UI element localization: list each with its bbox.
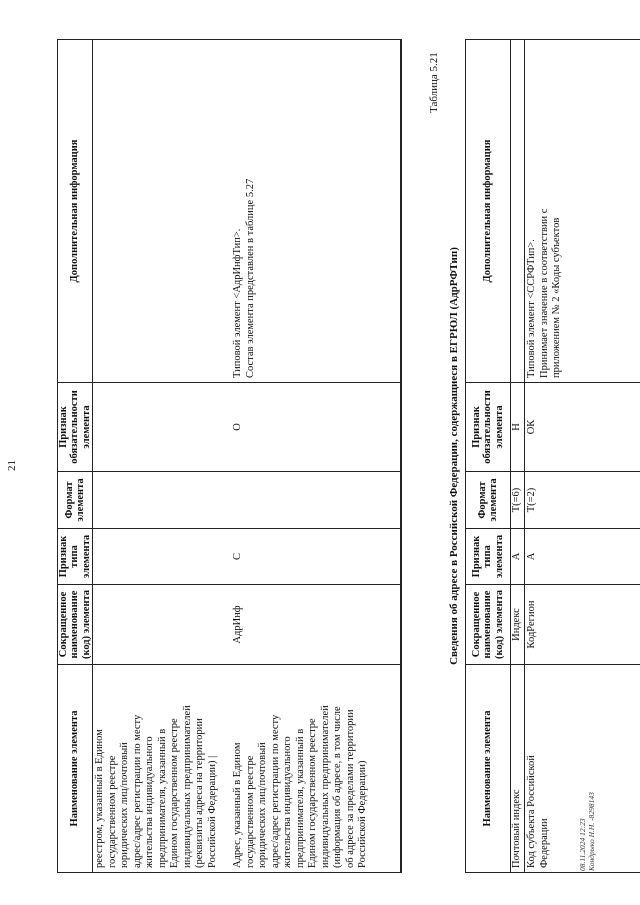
t1-header-name: Наименование элемента	[69, 710, 81, 827]
t1-row1-name: реестром, указанный в Едином государственном реестре юридических лиц/почтовый адрес/адрес регистрации по месту жительства индивидуального предпринимателя, указанный в Едином государственном реестре индивидуальных предпринимателей (реквизиты адреса на территории Российской Федерации) |	[94, 705, 218, 868]
t1-header-required-sign: Признак обязательности элемента	[58, 390, 92, 464]
t2-row2-short-name: КодРегион	[526, 600, 537, 649]
t2-header-short-name: Сокращенное наименование (код) элемента	[470, 589, 505, 660]
t1-header-short-name: Сокращенное наименование (код) элемента	[58, 589, 92, 660]
t2-header-name: Наименование элемента	[482, 710, 494, 827]
t2-row1-name: Почтовый индекс	[511, 789, 522, 868]
t1-header-type-sign: Признак типа элемента	[58, 534, 92, 579]
t2-row1-required-sign: Н	[511, 423, 522, 431]
t2-header-format: Формат элемента	[476, 478, 499, 522]
t1-header-additional: Дополнительная информация	[69, 139, 81, 283]
t1-row2-short-name: АдрИнф	[232, 605, 243, 644]
t2-row2-required-sign: ОК	[526, 419, 537, 435]
t1-row2-required-sign: О	[232, 423, 243, 431]
t2-header-type-sign: Признак типа элемента	[470, 534, 505, 579]
t2-row2-name: Код субъекта Российской Федерации	[526, 755, 550, 868]
page-number: 21	[6, 460, 18, 471]
footer-mark: 08.11.2024 12:23 Кондрыко Н.Н. -8298143	[578, 792, 596, 871]
t2-header-required-sign: Признак обязательности элемента	[470, 390, 505, 464]
t2-header-additional: Дополнительная информация	[482, 139, 494, 283]
t2-row1-type-sign: А	[511, 552, 522, 561]
t2-row2-type-sign: А	[526, 552, 537, 561]
table-label: Таблица 5.21	[428, 52, 440, 113]
t2-row1-format: T(=6)	[511, 487, 522, 513]
t1-row2-type-sign: С	[232, 553, 243, 561]
t2-row1-short-name: Индекс	[511, 608, 522, 641]
table2-title: Сведения об адресе в Российской Федерации, содержащиеся в ЕГРЮЛ (АдрРФТип)	[448, 247, 460, 665]
t2-row2-format: T(=2)	[526, 487, 537, 513]
t1-row2-additional: Типовой элемент <АдрИнфТип>. Состав элемента представлен в таблице 5.27	[232, 178, 256, 378]
t1-header-format: Формат элемента	[63, 478, 86, 522]
t2-row2-additional: Типовой элемент <ССРФТип>. Принимает значение в соответствии с приложением № 2 «Коды субъектов	[526, 208, 562, 378]
t1-row2-name: Адрес, указанный в Едином государственном реестре юридических лиц/почтовый адрес/адрес регистрации по месту жительства индивидуального предпринимателя, указанный в Едином государственном реестре индивидуальных предпринимателей (информация об адресе, в том числе об адресе за пределами территории Российской Федерации)	[232, 705, 368, 868]
